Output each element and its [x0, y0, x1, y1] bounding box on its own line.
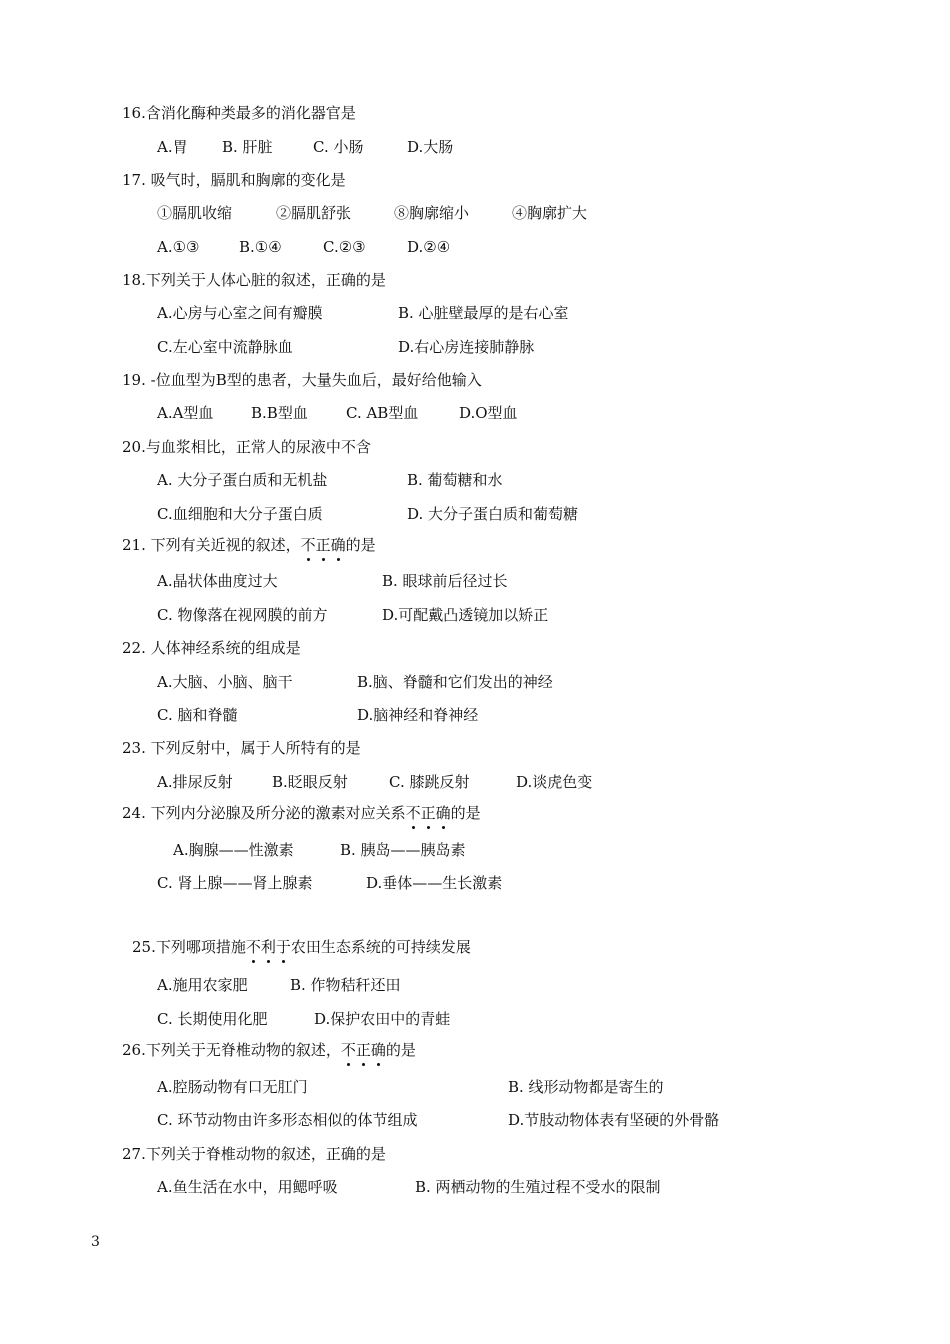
q17-option-c: C.②③ — [323, 238, 366, 256]
q17-option-d: D.②④ — [407, 238, 451, 256]
q21-option-d: D.可配戴凸透镜加以矫正 — [382, 606, 549, 624]
q24-option-d: D.垂体——生长激素 — [366, 874, 503, 892]
question-23-stem: 23. 下列反射中，属于人所特有的是 — [122, 739, 361, 757]
question-22-stem: 22. 人体神经系统的组成是 — [122, 639, 301, 657]
question-25-stem: 25.下列哪项措施不利于农田生态系统的可持续发展 — [132, 938, 471, 956]
q16-option-a: A.胃 — [157, 138, 188, 156]
q22-option-a: A.大脑、小脑、脑干 — [157, 673, 293, 691]
emphasis-char: 确 — [330, 536, 346, 554]
q27-option-b: B. 两栖动物的生殖过程不受水的限制 — [415, 1178, 661, 1196]
question-24-stem: 24. 下列内分泌腺及所分泌的激素对应关系不正确的是 — [122, 804, 481, 822]
q17-statement-1: ①膈肌收缩 — [157, 204, 233, 222]
emphasis-not-correct — [301, 536, 346, 554]
q17-option-a: A.①③ — [157, 238, 200, 256]
emphasis-char: 确 — [370, 1041, 386, 1059]
question-19-stem: 19. -位血型为B型的患者，大量失血后，最好给他输入 — [122, 371, 482, 389]
q24-option-b: B. 胰岛——胰岛素 — [340, 841, 466, 859]
q19-option-d: D.O型血 — [459, 404, 518, 422]
emphasis-char: 正 — [420, 804, 436, 822]
question-17-stem: 17. 吸气时，膈肌和胸廓的变化是 — [122, 171, 346, 189]
emphasis-char: 不 — [300, 536, 316, 554]
question-16-stem: 16.含消化酶种类最多的消化器官是 — [122, 104, 356, 122]
q25-option-d: D.保护农田中的青蛙 — [314, 1010, 451, 1028]
q23-option-b: B.眨眼反射 — [272, 773, 348, 791]
q18-option-c: C.左心室中流静脉血 — [157, 338, 293, 356]
q24-option-a: A.胸腺——性激素 — [173, 841, 294, 859]
q19-option-b: B.B型血 — [251, 404, 308, 422]
q23-option-c: C. 膝跳反射 — [389, 773, 470, 791]
emphasis-char: 不 — [245, 938, 261, 956]
q20-option-d: D. 大分子蛋白质和葡萄糖 — [407, 505, 579, 523]
q26-option-b: B. 线形动物都是寄生的 — [508, 1078, 664, 1096]
question-27-stem: 27.下列关于脊椎动物的叙述，正确的是 — [122, 1145, 386, 1163]
q20-option-b: B. 葡萄糖和水 — [407, 471, 503, 489]
emphasis-char: 于 — [275, 938, 291, 956]
q27-option-a: A.鱼生活在水中，用鳃呼吸 — [157, 1178, 338, 1196]
q26-option-d: D.节肢动物体表有坚硬的外骨骼 — [508, 1111, 720, 1129]
emphasis-char: 不 — [405, 804, 421, 822]
question-26-stem: 26.下列关于无脊椎动物的叙述，不正确的是 — [122, 1041, 416, 1059]
q17-option-b: B.①④ — [239, 238, 282, 256]
q21-option-c: C. 物像落在视网膜的前方 — [157, 606, 328, 624]
q20-option-a: A. 大分子蛋白质和无机盐 — [157, 471, 328, 489]
q17-statement-2: ②膈肌舒张 — [276, 204, 352, 222]
q26-option-a: A.腔肠动物有口无肛门 — [157, 1078, 308, 1096]
q18-option-a: A.心房与心室之间有瓣膜 — [157, 304, 323, 322]
emphasis-not-beneficial — [246, 938, 291, 956]
emphasis-char: 不 — [340, 1041, 356, 1059]
q22-option-c: C. 脑和脊髓 — [157, 706, 238, 724]
q16-option-b: B. 肝脏 — [222, 138, 273, 156]
q17-statement-3: ⑧胸廓缩小 — [394, 204, 470, 222]
q17-statement-4: ④胸廓扩大 — [512, 204, 588, 222]
q20-option-c: C.血细胞和大分子蛋白质 — [157, 505, 323, 523]
q23-option-d: D.谈虎色变 — [516, 773, 593, 791]
question-21-stem: 21. 下列有关近视的叙述，不正确的是 — [122, 536, 376, 554]
q25-option-c: C. 长期使用化肥 — [157, 1010, 268, 1028]
q26-option-c: C. 环节动物由许多形态相似的体节组成 — [157, 1111, 418, 1129]
q18-option-b: B. 心脏壁最厚的是右心室 — [398, 304, 569, 322]
q19-option-c: C. AB型血 — [346, 404, 419, 422]
q19-option-a: A.A型血 — [157, 404, 214, 422]
emphasis-char: 确 — [435, 804, 451, 822]
q24-option-c: C. 肾上腺——肾上腺素 — [157, 874, 313, 892]
emphasis-not-correct — [341, 1041, 386, 1059]
q16-option-d: D.大肠 — [407, 138, 454, 156]
q23-option-a: A.排尿反射 — [157, 773, 233, 791]
emphasis-char: 正 — [315, 536, 331, 554]
q21-option-a: A.晶状体曲度过大 — [157, 572, 278, 590]
q22-option-d: D.脑神经和脊神经 — [357, 706, 479, 724]
page-number: 3 — [91, 1234, 100, 1250]
question-18-stem: 18.下列关于人体心脏的叙述，正确的是 — [122, 271, 386, 289]
q22-option-b: B.脑、脊髓和它们发出的神经 — [357, 673, 553, 691]
emphasis-char: 利 — [260, 938, 276, 956]
q16-option-c: C. 小肠 — [313, 138, 364, 156]
q25-option-b: B. 作物秸秆还田 — [290, 976, 401, 994]
q21-option-b: B. 眼球前后径过长 — [382, 572, 508, 590]
q25-option-a: A.施用农家肥 — [157, 976, 248, 994]
q18-option-d: D.右心房连接肺静脉 — [398, 338, 535, 356]
emphasis-char: 正 — [355, 1041, 371, 1059]
question-20-stem: 20.与血浆相比，正常人的尿液中不含 — [122, 438, 371, 456]
emphasis-not-correct — [406, 804, 451, 822]
